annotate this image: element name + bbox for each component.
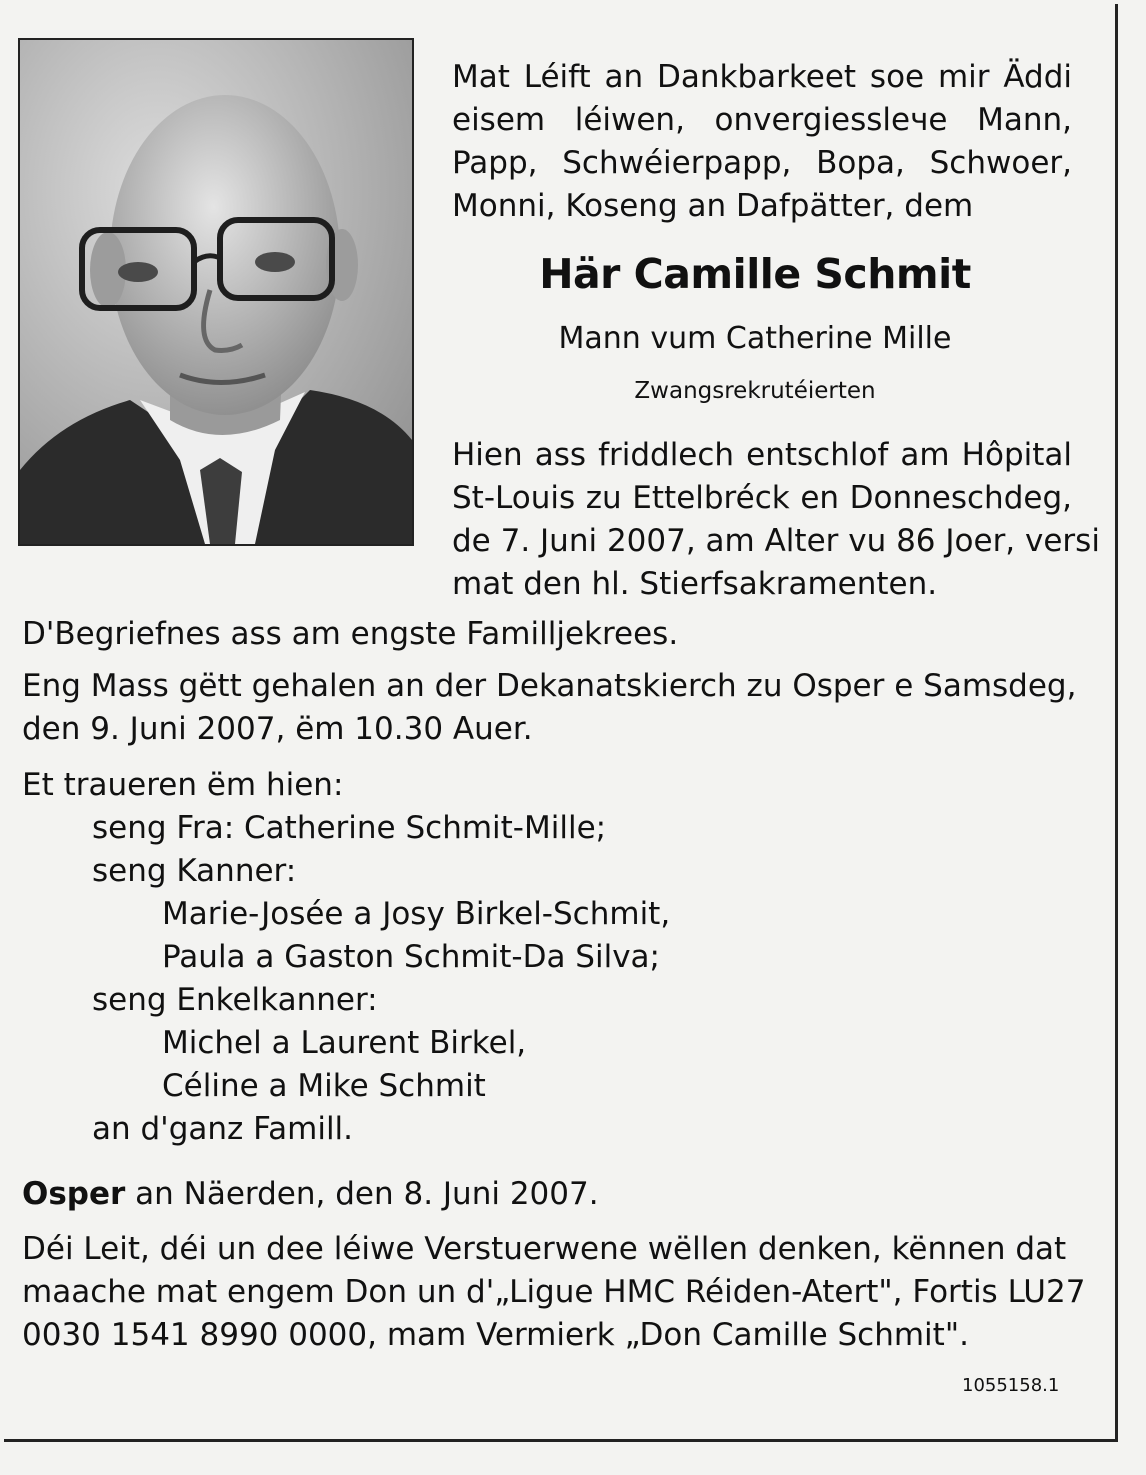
family-entry: an d'ganz Famill.: [92, 1111, 354, 1147]
spouse-line: Mann vum Catherine Mille: [558, 321, 952, 356]
burial-text: D'Begriefnes ass am engste Familljekrees.: [22, 616, 679, 652]
mourners-heading: Et traueren ëm hien:: [22, 767, 344, 803]
deceased-name: Här Camille Schmit: [539, 250, 971, 298]
place-town: Osper: [22, 1176, 126, 1212]
status-line: Zwangsrekrutéierten: [634, 378, 876, 404]
child-entry: Marie-Josée a Josy Birkel-Schmit,: [162, 896, 671, 932]
portrait-photo: [18, 38, 414, 546]
death-line: de 7. Juni 2007, am Alter vu 86 Joer, versi: [452, 523, 1100, 559]
mourner-wife: seng Fra: Catherine Schmit-Mille;: [92, 810, 607, 846]
death-line: mat den hl. Stierfsakramenten.: [452, 566, 938, 602]
donation-line: maache mat engem Don un d'„Ligue HMC Réiden-Atert", Fortis LU27: [22, 1274, 1086, 1310]
intro-line: eisem léiwen, onvergiesslече Mann,: [452, 102, 1072, 138]
donation-line: Déi Leit, déi un dee léiwe Verstuerwene wëllen denken, kënnen dat: [22, 1231, 1067, 1267]
grandchild-entry: Michel a Laurent Birkel,: [162, 1025, 527, 1061]
donation-line: 0030 1541 8990 0000, mam Vermierk „Don Camille Schmit".: [22, 1317, 969, 1353]
place-rest: an Näerden, den 8. Juni 2007.: [125, 1176, 599, 1212]
place-date: [22, 1173, 599, 1216]
child-entry: Paula a Gaston Schmit-Da Silva;: [162, 939, 660, 975]
mass-line: Eng Mass gëtt gehalen an der Dekanatskierch zu Osper e Samsdeg,: [22, 668, 1077, 704]
children-label: seng Kanner:: [92, 853, 297, 889]
mass-line: den 9. Juni 2007, ëm 10.30 Auer.: [22, 711, 533, 747]
reference-number: 1055158.1: [962, 1375, 1060, 1396]
grandchild-entry: Céline a Mike Schmit: [162, 1068, 486, 1104]
donation-text: [22, 1228, 1085, 1357]
death-text: [452, 434, 1100, 606]
grandchildren-label: seng Enkelkanner:: [92, 982, 378, 1018]
mass-text: [22, 665, 1076, 751]
intro-text: [452, 56, 1072, 228]
intro-line: Monni, Koseng an Dafpätter, dem: [452, 188, 974, 224]
mourners-list: [22, 764, 670, 1151]
death-line: St-Louis zu Ettelbréck en Donneschdeg,: [452, 480, 1072, 516]
death-line: Hien ass friddlech entschlof am Hôpital: [452, 437, 1072, 473]
intro-line: Papp, Schwéierpapp, Bopa, Schwoer,: [452, 145, 1072, 181]
intro-line: Mat Léift an Dankbarkeet soe mir Äddi: [452, 59, 1072, 95]
